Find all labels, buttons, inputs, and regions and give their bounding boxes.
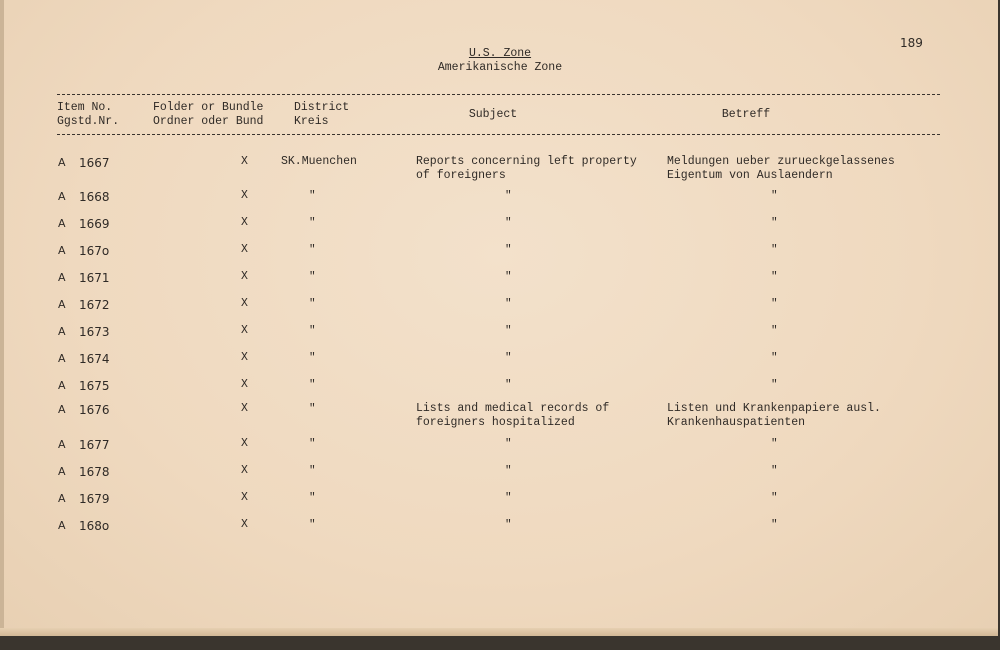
folder-mark: X	[241, 216, 248, 229]
district-ditto: "	[309, 190, 316, 202]
folder-mark: X	[241, 378, 248, 391]
betreff-ditto: "	[771, 244, 778, 256]
item-prefix: A	[58, 379, 66, 392]
district-value: SK.Muenchen	[281, 155, 357, 168]
header-top-rule	[57, 94, 940, 95]
item-prefix: A	[58, 217, 66, 230]
subject-ditto: "	[505, 190, 512, 202]
item-number: 1673	[79, 325, 110, 339]
district-ditto: "	[309, 465, 316, 477]
item-prefix: A	[58, 156, 66, 169]
betreff-ditto: "	[771, 217, 778, 229]
column-header-district	[294, 101, 349, 129]
page-bottom-edge	[0, 628, 998, 636]
district-ditto: "	[309, 403, 316, 415]
betreff-ditto: "	[771, 519, 778, 531]
folder-mark: X	[241, 189, 248, 202]
item-prefix: A	[58, 519, 66, 532]
column-header-district-de: Kreis	[294, 115, 329, 128]
district-ditto: "	[309, 379, 316, 391]
betreff-line: Meldungen ueber zurueckgelassenes	[667, 155, 895, 168]
subject-ditto: "	[505, 325, 512, 337]
item-number: 1678	[79, 465, 110, 479]
item-number: 1672	[79, 298, 110, 312]
folder-mark: X	[241, 297, 248, 310]
subject-ditto: "	[505, 244, 512, 256]
item-prefix: A	[58, 465, 66, 478]
item-number: 167o	[79, 244, 110, 258]
page-number: 189	[900, 36, 923, 50]
betreff-line: Eigentum von Auslaendern	[667, 169, 833, 182]
betreff-line: Krankenhauspatienten	[667, 416, 806, 429]
betreff-ditto: "	[771, 465, 778, 477]
header-bottom-rule	[57, 134, 940, 135]
subject-ditto: "	[505, 465, 512, 477]
column-header-subject: Subject	[468, 108, 518, 121]
item-number: 1671	[79, 271, 110, 285]
subject-ditto: "	[505, 438, 512, 450]
folder-mark: X	[241, 270, 248, 283]
folder-mark: X	[241, 518, 248, 531]
betreff-line: Listen und Krankenpapiere ausl.	[667, 402, 881, 415]
subject-line: of foreigners	[416, 169, 506, 182]
subject-ditto: "	[505, 271, 512, 283]
column-header-item-de: Ggstd.Nr.	[57, 115, 120, 128]
folder-mark: X	[241, 402, 248, 415]
district-ditto: "	[309, 519, 316, 531]
zone-subtitle: Amerikanische Zone	[437, 61, 563, 74]
subject-ditto: "	[505, 519, 512, 531]
subject-line: Lists and medical records of	[416, 402, 610, 415]
zone-title	[0, 47, 1000, 60]
item-number: 1668	[79, 190, 110, 204]
item-prefix: A	[58, 190, 66, 203]
item-prefix: A	[58, 492, 66, 505]
item-number: 1675	[79, 379, 110, 393]
subject-ditto: "	[505, 379, 512, 391]
betreff-ditto: "	[771, 438, 778, 450]
folder-mark: X	[241, 243, 248, 256]
betreff-ditto: "	[771, 352, 778, 364]
item-prefix: A	[58, 325, 66, 338]
item-prefix: A	[58, 298, 66, 311]
folder-mark: X	[241, 437, 248, 450]
column-header-district-en: District	[294, 101, 350, 114]
betreff-ditto: "	[771, 190, 778, 202]
column-header-betreff: Betreff	[721, 108, 771, 121]
item-number: 1669	[79, 217, 110, 231]
item-number: 1677	[79, 438, 110, 452]
betreff-ditto: "	[771, 325, 778, 337]
subject-ditto: "	[505, 217, 512, 229]
subject-ditto: "	[505, 352, 512, 364]
district-ditto: "	[309, 492, 316, 504]
item-prefix: A	[58, 403, 66, 416]
district-ditto: "	[309, 325, 316, 337]
betreff-ditto: "	[771, 492, 778, 504]
item-prefix: A	[58, 244, 66, 257]
district-ditto: "	[309, 352, 316, 364]
folder-mark: X	[241, 155, 248, 168]
column-header-item-en: Item No.	[57, 101, 113, 114]
item-prefix: A	[58, 271, 66, 284]
district-ditto: "	[309, 298, 316, 310]
betreff-ditto: "	[771, 298, 778, 310]
item-number: 1676	[79, 403, 110, 417]
subject-ditto: "	[505, 492, 512, 504]
district-ditto: "	[309, 271, 316, 283]
betreff-ditto: "	[771, 271, 778, 283]
folder-mark: X	[241, 491, 248, 504]
district-ditto: "	[309, 244, 316, 256]
item-number: 1679	[79, 492, 110, 506]
zone-title-text: U.S. Zone	[468, 47, 532, 60]
item-prefix: A	[58, 438, 66, 451]
item-number: 168o	[79, 519, 110, 533]
page-left-edge	[0, 0, 4, 636]
item-prefix: A	[58, 352, 66, 365]
folder-mark: X	[241, 464, 248, 477]
column-header-folder-en: Folder or Bundle	[153, 101, 264, 114]
folder-mark: X	[241, 324, 248, 337]
betreff-ditto: "	[771, 379, 778, 391]
column-header-item	[57, 101, 119, 129]
item-number: 1667	[79, 156, 110, 170]
folder-mark: X	[241, 351, 248, 364]
column-header-folder	[153, 101, 263, 129]
subject-line: Reports concerning left property	[416, 155, 637, 168]
subject-line: foreigners hospitalized	[416, 416, 575, 429]
item-number: 1674	[79, 352, 110, 366]
subject-ditto: "	[505, 298, 512, 310]
column-header-folder-de: Ordner oder Bund	[153, 115, 264, 128]
district-ditto: "	[309, 438, 316, 450]
district-ditto: "	[309, 217, 316, 229]
